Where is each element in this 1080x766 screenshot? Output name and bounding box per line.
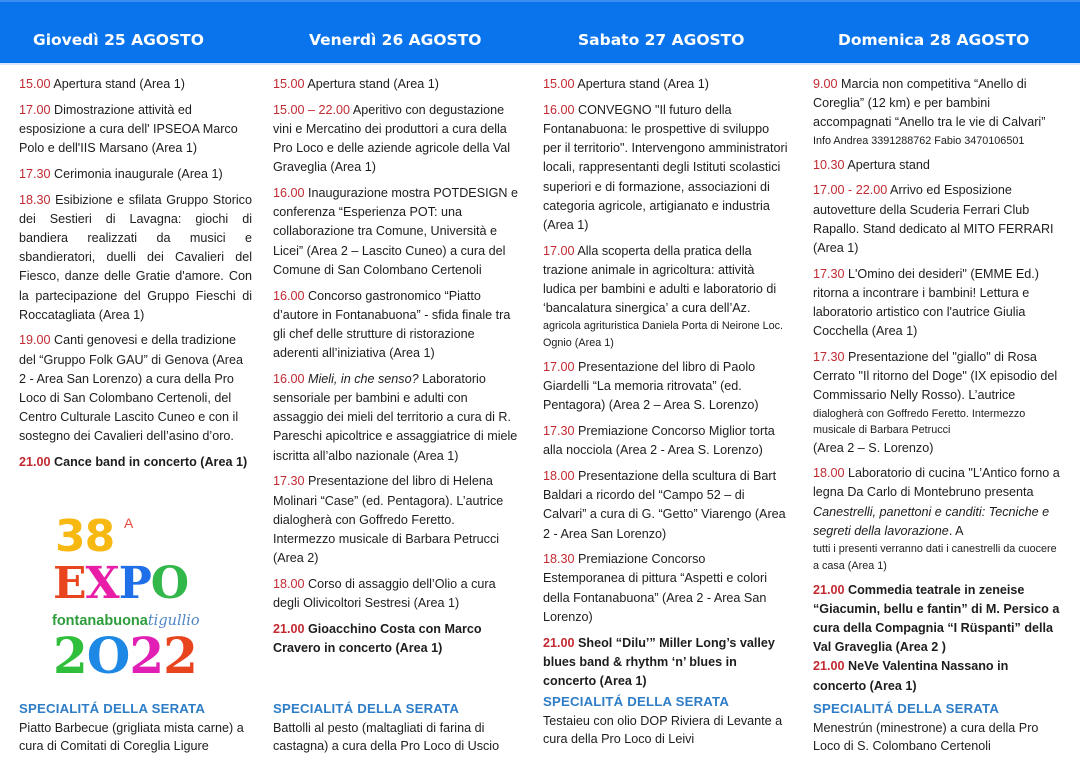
event-title-italic: Canestrelli, panettoni e canditi: Tecniche e segreti della lavorazione [813,504,1050,538]
event-time: 15.00 [273,77,305,91]
specialty-friday [273,700,523,756]
event-item [273,287,519,364]
event-text: Apertura stand (Area 1) [307,77,439,91]
event-text: Laboratorio sensoriale per bambini e adulti con assaggio dei mieli del territorio a cura di R. Pareschi apicoltrice e assaggiatrice di miele iscritta all’albo nazionale (Area 1) [273,371,518,463]
logo-year [53,628,197,684]
event-time: 19.00 [19,333,51,348]
day-heading-sunday: Domenica 28 AGOSTO [838,31,1030,49]
event-time: 15.00 [19,77,51,91]
event-item-concert [19,453,252,472]
event-time: 17.30 [19,166,51,181]
event-time: 21.00 [813,582,845,597]
event-text: Arrivo ed Esposizione autovetture della Scuderia Ferrari Club Rapallo. Stand dedicato al MITO FERRARI (Area 1) [813,183,1054,255]
event-item [543,550,789,627]
event-text: Gioacchino Costa con Marco Cravero in concerto (Area 1) [273,621,482,655]
event-item [19,191,252,325]
event-text: Presentazione del libro di Helena Molinari “Case” (ed. Pentagora). L’autrice dialogherà con Goffredo Feretto. Intermezzo musicale di Barbara Petrucci (Area 2) [273,474,504,566]
event-title-italic: Mieli, in che senso? [308,371,419,386]
event-item [543,358,789,416]
event-item [273,75,519,94]
event-item [813,348,1063,458]
event-item [543,467,789,544]
logo-letter: E [53,558,86,609]
event-note: Info Andrea 3391288762 Fabio 3470106501 [813,134,1025,147]
event-time: 9.00 [813,77,838,91]
event-item [813,464,1063,574]
event-time: 21.00 [543,635,575,650]
event-time: 10.30 [813,157,845,172]
logo-digit: 2 [53,626,87,685]
event-note: dialogherà con Goffredo Feretto. Intermezzo musicale di Barbara Petrucci [813,407,1026,437]
column-thursday [19,75,252,479]
event-time: 17.30 [813,266,845,281]
event-time: 18.30 [19,192,51,207]
logo-letter: X [85,558,119,609]
event-text: Esibizione e sfilata Gruppo Storico dei Sestieri di Lavagna: giochi di bandiera realizzati da musici e sbandieratori, duelli dei Cavalieri del Fiesco, danze delle Gratie d'amore. Con la partecipazione del Gruppo Fieschi di Roccatagliata (Area 1) [19,192,252,322]
logo-digit: 2 [163,626,197,685]
event-item [543,422,789,460]
event-text: L'Omino dei desideri" (EMME Ed.) ritorna a incontrare i bambini! Lettura e laboratorio artistico con l'autrice Giulia Cocchella (Area 1) [813,266,1039,339]
day-heading-friday: Venerdì 26 AGOSTO [309,31,482,49]
event-item [543,75,789,94]
event-item-concert [273,620,519,658]
event-time: 16.00 [273,186,305,201]
event-item [273,101,519,178]
event-time: 16.00 [273,288,305,303]
event-time: 17.00 [543,243,575,258]
specialty-sunday [813,700,1063,756]
event-text: Canti genovesi e della tradizione del “Gruppo Folk GAU” di Genova (Area 2 - Area San Lorenzo) a cura della Pro Loco di San Colombano Certenoli, del Centro Culturale Lascito Cuneo e con il sostegno dei Cavalieri dell’asino d’oro. [19,333,243,444]
event-text: Laboratorio di cucina "L’Antico forno a legna Da Carlo di Montebruno presenta [813,466,1060,500]
event-item [19,75,252,94]
event-item-concert [813,657,1063,695]
event-time: 18.00 [273,576,305,591]
event-time: 16.00 [273,371,305,386]
event-time: 15.00 – 22.00 [273,102,351,117]
event-text: Concorso gastronomico “Piatto d’autore in Fontanabuona” - sfida finale tra gli chef delle strutture di ristorazione aderenti all’iniziativa (Area 1) [273,288,511,361]
event-item [273,575,519,613]
event-text-after: . A [948,523,964,538]
logo-expo-word [53,559,188,609]
event-text: Alla scoperta della pratica della trazione animale in agricoltura: attività ludica per bambini e adulti e laboratorio di ‘bancalatura sinergica’ a cura dell’Az. [543,243,777,316]
event-item [19,101,252,159]
specialty-title: SPECIALITÁ DELLA SERATA [273,701,460,716]
specialty-text: Piatto Barbecue (grigliata mista carne) a cura di Comitati di Coreglia Ligure [19,720,244,753]
specialty-text: Battolli al pesto (maltagliati di farina di castagna) a cura della Pro Loco di Uscio [273,720,500,753]
event-text: Cerimonia inaugurale (Area 1) [54,166,223,181]
event-time: 17.00 [543,359,575,374]
event-item [813,265,1063,342]
event-time: 18.00 [543,468,575,483]
logo-brand-sub: tigullio [147,613,200,629]
event-time: 18.00 [813,466,845,481]
column-friday [273,75,519,665]
event-text: NeVe Valentina Nassano in concerto (Area 1) [813,659,1009,693]
specialty-title: SPECIALITÁ DELLA SERATA [813,701,1000,716]
event-text: Marcia non competitiva “Anello di Coreglia” (12 km) e per bambini accompagnati “Anello tra le vie di Calvari” [813,77,1046,130]
event-time: 21.00 [19,455,51,470]
event-item-theatre [813,581,1063,658]
day-header-bar [0,0,1080,63]
event-item [273,184,519,280]
specialty-text: Testaieu con olio DOP Riviera di Levante a cura della Pro Loco di Leivi [543,713,783,747]
event-text: Premiazione Concorso Miglior torta alla nocciola (Area 2 - Area S. Lorenzo) [543,424,775,458]
event-item [813,181,1063,258]
event-time: 17.00 - 22.00 [813,183,888,198]
event-text: Premiazione Concorso Estemporanea di pittura “Aspetti e colori della Fontanabuona” (Area 2 - Area San Lorenzo) [543,552,768,624]
specialty-saturday [543,693,789,749]
event-item [19,165,252,184]
event-time: 15.00 [543,77,575,91]
specialty-title: SPECIALITÁ DELLA SERATA [19,701,206,716]
event-item [543,242,789,352]
header-divider [0,63,1080,65]
event-text: Dimostrazione attività ed esposizione a cura dell' IPSEOA Marco Polo e dell'IIS Marsano (Area 1) [19,102,238,156]
logo-letter: P [118,558,151,609]
event-text: Apertura stand [847,157,930,172]
event-text: Apertura stand (Area 1) [577,77,709,91]
event-text: Presentazione della scultura di Bart Baldari a ricordo del “Campo 52 – di Calvari” a cura di G. “Getto” Viarengo (Area 2 - Area San Lorenzo) [543,468,786,541]
event-time: 17.30 [273,474,305,489]
event-note: tutti i presenti verranno dati i canestrelli da cuocere a casa (Area 1) [813,543,1057,572]
event-text: Cance band in concerto (Area 1) [50,455,248,470]
specialty-thursday [19,700,259,756]
event-text: CONVEGNO "Il futuro della Fontanabuona: le prospettive di sviluppo per il territorio". Intervengono amministratori locali, rappresentanti degli Istituti scolastici superiori e di formazione, associazioni di categoria agricole, artigianato e industria (Area 1) [543,102,788,232]
event-time: 21.00 [813,659,845,674]
event-item [273,472,519,568]
event-text: Apertura stand (Area 1) [53,77,185,91]
event-item [813,156,1063,175]
column-sunday [813,75,1063,702]
logo-digit: O [86,626,130,685]
event-text: Corso di assaggio dell’Olio a cura degli Olivicoltori Sestresi (Area 1) [273,576,496,611]
event-text: Inaugurazione mostra POTDESIGN e conferenza “Esperienza POT: una collaborazione tra Comune, Università e Licei” (Area 2 – Lascito Cuneo) a cura del Comune di San Colombano Certenoli [273,186,519,277]
event-item [813,75,1063,149]
event-item [273,370,519,466]
logo-letter: O [150,558,189,609]
event-time: 18.30 [543,552,575,567]
logo-edition-number: 38 [55,511,115,562]
event-text: Presentazione del libro di Paolo Giardelli “La memoria ritrovata” (ed. Pentagora) (Area 2 – Area S. Lorenzo) [543,359,759,413]
specialty-text: Menestrún (minestrone) a cura della Pro Loco di S. Colombano Certenoli [813,720,1039,753]
event-time: 21.00 [273,621,305,636]
event-time: 17.30 [813,349,845,364]
logo-superscript: A [124,515,134,531]
event-note: agricola agrituristica Daniela Porta di Neirone Loc. Ognio (Area 1) [543,320,784,349]
logo-brand-main: fontanabuona [52,613,148,629]
expo-logo [50,511,215,685]
day-heading-saturday: Sabato 27 AGOSTO [578,31,745,49]
event-item [19,331,252,446]
column-saturday [543,75,789,749]
event-text: Presentazione del "giallo" di Rosa Cerrato "Il ritorno del Doge" (IX episodio del Commissario Nelly Rosso). L’autrice [813,349,1058,403]
event-text: Aperitivo con degustazione vini e Mercatino dei produttori a cura della Pro Loco e delle aziende agricole della Val Graveglia (Area 1) [273,102,511,175]
day-heading-thursday: Giovedì 25 AGOSTO [33,31,204,49]
event-item-concert [543,634,789,692]
event-text: Sheol “Dilu’” Miller Long’s valley blues band & rhythm ‘n’ blues in concerto (Area 1) [543,635,775,688]
event-time: 17.00 [19,102,51,117]
specialty-title: SPECIALITÁ DELLA SERATA [543,694,730,710]
event-item [543,101,789,235]
event-text: Commedia teatrale in zeneise “Giacumin, bellu e fantin” di M. Persico a cura della Compagnia “I Rüspanti” della Val Graveglia (Area 2 ) [813,582,1060,655]
event-time: 16.00 [543,102,575,117]
logo-digit: 2 [129,626,164,685]
event-time: 17.30 [543,424,575,439]
event-text-tail: (Area 2 – S. Lorenzo) [813,440,934,455]
